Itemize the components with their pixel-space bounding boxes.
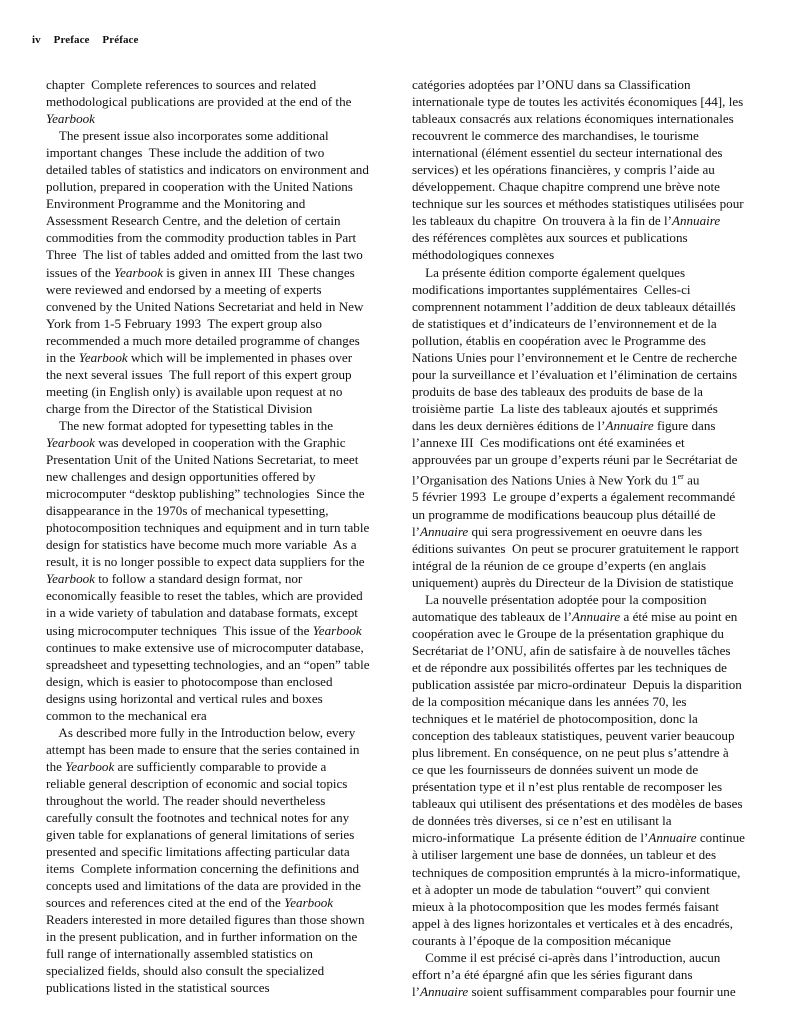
french-text-line: technique sur les sources et méthodes statistiques utilisées pour [412, 196, 744, 212]
english-text-line: disappearance in the 1970s of mechanical typesetting, [46, 503, 329, 519]
publication-title: Yearbook [65, 758, 115, 774]
english-text-line [46, 110, 380, 127]
french-text-line: international (élément essentiel du secteur international des [412, 145, 723, 161]
english-text-line: As described more fully in the Introduction below, every [46, 724, 356, 740]
english-text-line: Three The list of tables added and omitted from the last two [46, 247, 363, 263]
english-text-line: commodities from the commodity production tables in Part [46, 230, 357, 246]
english-text-line: important changes These include the addition of two [46, 145, 325, 161]
english-text-line: items Complete information concerning the definitions and [46, 861, 360, 877]
french-text-line: Secrétariat de l’ONU, afin de satisfaire à de nouvelles tâches [412, 642, 731, 658]
french-text-line: techniques de composition empruntés à la micro-informatique, [412, 864, 741, 880]
english-text-line: were reviewed and endorsed by a meeting of experts [46, 281, 322, 297]
french-text-line: courants à l’époque de la composition mécanique [412, 932, 671, 948]
french-text-line: Nations Unies pour l’environnement et le Centre de recherche [412, 349, 738, 365]
publication-title: Yearbook [78, 349, 128, 365]
english-text-line: design for statistics have become much more variable As a [46, 537, 357, 553]
header-title-fr: Préface [102, 34, 139, 46]
publication-title: Annuaire [671, 213, 721, 229]
french-text-line: des références complètes aux sources et publications [412, 230, 688, 246]
french-text-line: et à adopter un mode de tabulation “ouvert” qui convient [412, 881, 710, 897]
publication-title: Annuaire [648, 830, 697, 846]
english-text-line: designs using horizontal and vertical rules and boxes [46, 690, 323, 706]
french-text-line: produits de base des tableaux des produits de base de la [412, 383, 703, 399]
french-text-line: micro-informatique La présente édition de l’Annuaire continue [412, 830, 745, 846]
english-text-line: common to the mechanical era [46, 707, 207, 723]
french-text-line: La présente édition comporte également quelques [412, 264, 686, 280]
french-text-line: un programme de modifications beaucoup plus détaillé de [412, 506, 716, 522]
english-text-line: specialized fields, should also consult the specialized [46, 963, 325, 979]
english-text-line: the Yearbook are sufficiently comparable to provide a [46, 758, 327, 774]
french-text-line: dans les deux dernières éditions de l’Annuaire figure dans [412, 417, 716, 433]
publication-title: Annuaire [420, 983, 469, 999]
english-text-line: Readers interested in more detailed figures than those shown [46, 912, 365, 928]
english-text-line: continues to make extensive use of microcomputer database, [46, 639, 364, 655]
publication-title: Yearbook [46, 571, 95, 587]
english-text-line: The new format adopted for typesetting tables in the [46, 417, 334, 433]
french-text-line: modifications importantes supplémentaires Celles-ci [412, 281, 691, 297]
publication-title: Annuaire [420, 523, 469, 539]
french-text-line: intégral de la réunion de ce groupe d’experts (en anglais [412, 557, 707, 573]
french-text-line: de données très diverses, si ce n’est en utilisant la [412, 813, 672, 829]
french-text-line: à utiliser largement une base de données, un tableur et des [412, 847, 717, 863]
page-header [32, 34, 149, 46]
english-text-line: given table for explanations of general limitations of series [46, 827, 355, 843]
french-column [412, 76, 754, 1000]
french-text-line: et de répondre aux possibilités offertes par les techniques de [412, 659, 727, 675]
english-text-line: Presentation Unit of the United Nations Secretariat, to meet [46, 452, 359, 468]
english-text-line: in a wide variety of tabulation and database formats, except [46, 605, 358, 621]
header-title-en: Preface [53, 34, 90, 46]
publication-title: Yearbook [312, 622, 362, 638]
english-text-line: chapter Complete references to sources and related [46, 77, 317, 92]
english-text-line: reliable general description of economic and social topics [46, 775, 348, 791]
english-text-line: carefully consult the footnotes and technical notes for any [46, 810, 350, 826]
french-text-line: développement. Chaque chapitre comprend une brève note [412, 179, 720, 195]
french-text-line: coopération avec le Groupe de la présentation graphique du [412, 625, 724, 641]
english-text-line: economically feasible to reset the tables, which are provided [46, 588, 363, 604]
publication-title: Yearbook [46, 434, 95, 450]
english-text-line: meeting (in English only) is available upon request at no [46, 383, 343, 399]
french-text-line: de la composition mécanique dans les années 70, les [412, 694, 687, 710]
english-text-line: using microcomputer techniques This issue of the Yearbook [46, 622, 362, 638]
publication-title: Yearbook [46, 111, 95, 127]
english-text-line: Environment Programme and the Monitoring and [46, 196, 306, 212]
english-text-line: concepts used and limitations of the data are provided in the [46, 878, 361, 894]
publication-title: Yearbook [284, 895, 334, 911]
english-text-line: presented and specific limitations affecting particular data [46, 844, 350, 860]
french-text-line: pollution, établis en coopération avec le Programme des [412, 332, 706, 348]
french-text-line: automatique des tableaux de l’Annuaire a été mise au point en [412, 608, 738, 624]
english-column [46, 76, 380, 997]
english-text-line: microcomputer “desktop publishing” technologies Since the [46, 486, 365, 502]
french-text-line: troisième partie La liste des tableaux ajoutés et supprimés [412, 400, 718, 416]
english-text-line: convened by the United Nations Secretariat and held in New [46, 298, 364, 314]
french-text-line: plus librement. En conséquence, on ne peut plus s’attendre à [412, 745, 729, 761]
english-text-line: York from 1-5 February 1993 The expert group also [46, 315, 322, 331]
french-text-line: pour la surveillance et l’évaluation et l’élimination de certains [412, 366, 738, 382]
french-text-line: uniquement) auprès du Directeur de la Division de statistique [412, 574, 734, 590]
french-text-line: conception des tableaux statistiques, peuvent varier beaucoup [412, 728, 735, 744]
french-text-line: catégories adoptées par l’ONU dans sa Classification [412, 77, 691, 92]
french-text-line: tableaux qui utilisent des présentations et des modèles de bases [412, 796, 743, 812]
english-text-line: Assessment Research Centre, and the deletion of certain [46, 213, 341, 229]
french-text-line: appel à des lignes horizontales et verticales et à des encadrés, [412, 915, 734, 931]
french-text-line: La nouvelle présentation adoptée pour la composition [412, 591, 707, 607]
french-text-line: l’Annuaire soient suffisamment comparables pour fournir une [412, 983, 736, 999]
french-text-line: comprennent notamment l’addition de deux tableaux détaillés [412, 298, 736, 314]
page-number: iv [32, 34, 41, 46]
english-text-line: charge from the Director of the Statistical Division [46, 400, 313, 416]
publication-title: Annuaire [605, 417, 654, 433]
french-text-line: techniques et le matériel de photocomposition, donc la [412, 711, 698, 727]
english-text-line: methodological publications are provided at the end of the [46, 94, 352, 110]
english-text-line: result, it is no longer possible to expect data suppliers for the [46, 554, 365, 570]
english-text-line: recommended a much more detailed programme of changes [46, 332, 360, 348]
french-text-line: 5 février 1993 Le groupe d’experts a également recommandé [412, 489, 736, 505]
english-text-line: photocomposition techniques and equipment and in turn table [46, 520, 370, 536]
english-text-line: pollution, prepared in cooperation with the United Nations [46, 179, 353, 195]
english-text-line: the next several issues The full report of this expert group [46, 366, 352, 382]
english-text-line: detailed tables of statistics and indicators on environment and [46, 162, 369, 178]
french-text-line: éditions suivantes On peut se procurer gratuitement le rapport [412, 540, 739, 556]
english-text-line: throughout the world. The reader should nevertheless [46, 792, 326, 808]
french-text-line: de statistiques et d’indicateurs de l’environnement et de la [412, 315, 717, 331]
french-text-line: l’Organisation des Nations Unies à New York du 1er au [412, 472, 700, 488]
publication-title: Annuaire [571, 608, 621, 624]
english-text-line: issues of the Yearbook is given in annex III These changes [46, 264, 355, 280]
french-text-line: mieux à la photocomposition que les modes fermés faisant [412, 898, 719, 914]
french-text-line: publication assistée par micro-ordinateur Depuis la disparition [412, 677, 742, 692]
french-text-line: méthodologiques connexes [412, 247, 555, 263]
publication-title: Yearbook [114, 264, 164, 280]
english-text-line: The present issue also incorporates some additional [46, 128, 329, 144]
french-text-line: présentation type et il n’est plus rentable de recomposer les [412, 779, 723, 795]
english-text-line: attempt has been made to ensure that the series contained in [46, 741, 360, 757]
french-text-line: ce que les fournisseurs de données suivent un mode de [412, 762, 699, 778]
english-text-line: in the present publication, and in further information on the [46, 929, 358, 945]
french-text-line: l’annexe III Ces modifications ont été examinées et [412, 434, 685, 450]
english-text-line: new challenges and design opportunities offered by [46, 469, 316, 485]
french-text-line: les tableaux du chapitre On trouvera à la fin de l’Annuaire [412, 213, 721, 229]
french-text-line: approuvées par un groupe d’experts réuni par le Secrétariat de [412, 452, 738, 468]
french-text-line: Comme il est précisé ci-après dans l’introduction, aucun [412, 949, 721, 965]
english-text-line: full range of internationally assembled statistics on [46, 946, 313, 962]
english-text-line: Yearbook to follow a standard design format, nor [46, 571, 303, 587]
english-text-line: sources and references cited at the end of the Yearbook [46, 895, 334, 911]
english-text-line: publications listed in the statistical sources [46, 980, 270, 996]
french-text-line: recouvrent le commerce des marchandises, le tourisme [412, 128, 699, 144]
french-text-line: effort n’a été épargné afin que les séries figurant dans [412, 966, 693, 982]
english-text-line: in the Yearbook which will be implemented in phases over [46, 349, 353, 365]
english-text-line: Yearbook was developed in cooperation with the Graphic [46, 434, 346, 450]
french-text-line: tableaux consacrés aux relations économiques internationales [412, 111, 734, 127]
french-text-line: internationale type de toutes les activités économiques [44], les [412, 94, 744, 110]
english-text-line: spreadsheet and typesetting technologies, and an “open” table [46, 656, 370, 672]
french-text-line: l’Annuaire qui sera progressivement en oeuvre dans les [412, 523, 703, 539]
english-text-line: design, which is easier to photocompose than enclosed [46, 673, 333, 689]
french-text-line: services) et les opérations financières, y compris l’aide au [412, 162, 715, 178]
